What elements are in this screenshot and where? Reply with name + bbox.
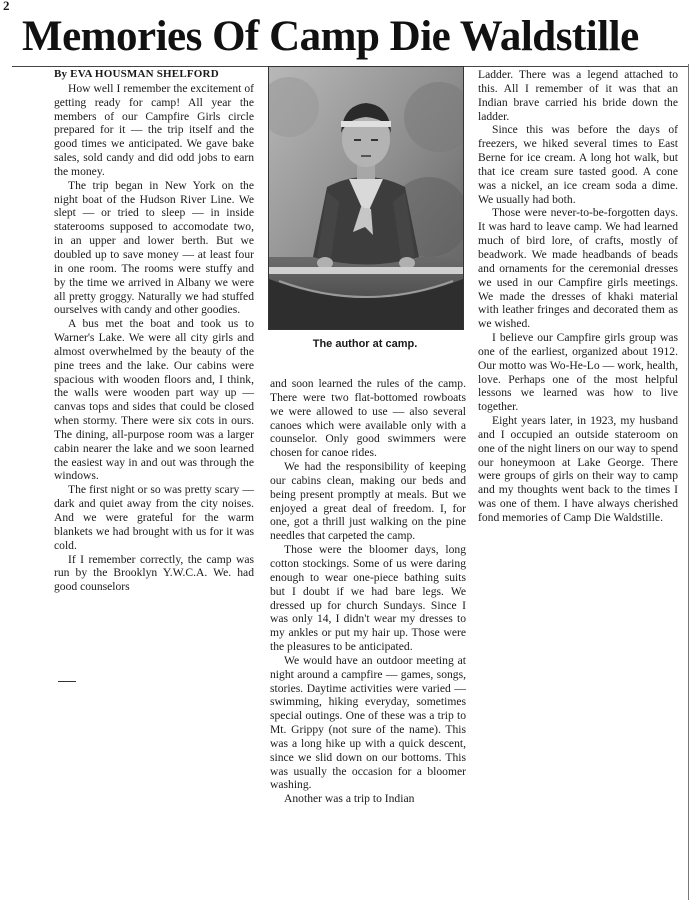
article-column-2 xyxy=(270,377,466,806)
author-photo xyxy=(268,66,464,330)
column-border xyxy=(688,64,689,900)
paragraph: We had the responsibility of keeping our cabins clean, making our beds and being present promptly at meals. But we enjoyed a great deal of freedom. I, for one, got a thrill just walking on the pine needles that carpeted the camp. xyxy=(270,460,466,543)
paragraph: Ladder. There was a legend attached to this. All I remember of it was that an Indian brave carried his bride down the ladder. xyxy=(478,68,678,123)
author-photo-image xyxy=(269,67,463,329)
page-number: 2 xyxy=(3,0,10,13)
paragraph: How well I remember the excitement of getting ready for camp! All year the members of our Campfire Girls circle prepared for it — the trip itself and the good times we anticipated. We gave bake sales, sold candy and did odd jobs to earn the money. xyxy=(54,81,254,178)
paragraph: Another was a trip to Indian xyxy=(284,792,415,806)
article-column-1 xyxy=(54,68,254,594)
paragraph: Those were never-to-be-forgotten days. It was hard to leave camp. We had learned much of bird lore, of crafts, mostly of beadwork. We made headbands of beads and ornaments for the ceremonial dresses we used in our Campfire girls meetings. We made the dresses of khaki material with leather fringes and decorated them as we wished. xyxy=(478,206,678,331)
article-headline: Memories Of Camp Die Waldstille xyxy=(22,13,639,60)
photo-caption: The author at camp. xyxy=(312,338,418,350)
paragraph: I believe our Campfire girls group was one of the earliest, organized about 1912. Our motto was Wo-He-Lo — work, health, love. Perhaps one of the most helpful lessons we learned was how to live together. xyxy=(478,331,678,414)
paragraph: Eight years later, in 1923, my husband and I occupied an outside stateroom on one of the night liners on our way to spend our honeymoon at Lake George. There were groups of girls on their way to camp and my thoughts went back to the times I was one of them. I have always cherished fond memories of Camp Die Waldstille. xyxy=(478,414,678,524)
byline: By EVA HOUSMAN SHELFORD xyxy=(54,68,219,80)
paragraph: Since this was before the days of freezers, we hiked several times to East Berne for ice cream. A long hot walk, but that ice cream sure tasted good. A cone was a nickel, an ice cream soda a dime. We usually had both. xyxy=(478,123,678,206)
paragraph: The first night or so was pretty scary — dark and quiet away from the city noises. And we were grateful for the warm blankets we had brought with us for it was cold. xyxy=(54,483,254,552)
article-column-3 xyxy=(478,68,678,525)
column-end-rule xyxy=(58,681,76,682)
paragraph: and soon learned the rules of the camp. There were two flat-bottomed rowboats we were allowed to use — also several canoes which were available only with a counselor. Only good swimmers were chosen for canoe rides. xyxy=(270,377,466,460)
paragraph: We would have an outdoor meeting at night around a campfire — games, songs, stories. Daytime activities were varied — swimming, hiking everyday, sometimes special outings. One of these was a trip to Mt. Grippy (not sure of the name). This was a long hike up with a quick descent, since we slid down on our bottoms. This was usually the occasion for a bloomer washing. xyxy=(270,653,466,792)
paragraph: The trip began in New York on the night boat of the Hudson River Line. We slept — or tried to sleep — in inside staterooms supposed to accomodate two, in an upper and lower berth. But we doubled up to save money — at least four in one room. The rooms were stuffy and by the time we arrived in Albany we were all pretty groggy. Naturally we had stuffed ourselves with candy and other goodies. xyxy=(54,178,254,317)
paragraph: Those were the bloomer days, long cotton stockings. Some of us were daring enough to wear one-piece bathing suits but I doubt if we had bare legs. We dressed up for church Sundays. Since I was only 14, I didn't wear my dresses to my ankles or put my hair up. Those were the pleasures to be anticipated. xyxy=(270,543,466,654)
paragraph: A bus met the boat and took us to Warner's Lake. We were all city girls and almost overwhelmed by the beauty of the pine trees and the lake. Our cabins were spacious with wooden floors and, I think, the walls were wooden part way up — canvas tops and sides that could be closed when stormy. There were six cots in ours. The dining, all-purpose room was a larger cabin nearer the lake and we soon learned the easiest way in and out was through the windows. xyxy=(54,317,254,483)
paragraph: If I remember correctly, the camp was run by the Brooklyn Y.W.C.A. We. had good counselors xyxy=(54,552,254,594)
